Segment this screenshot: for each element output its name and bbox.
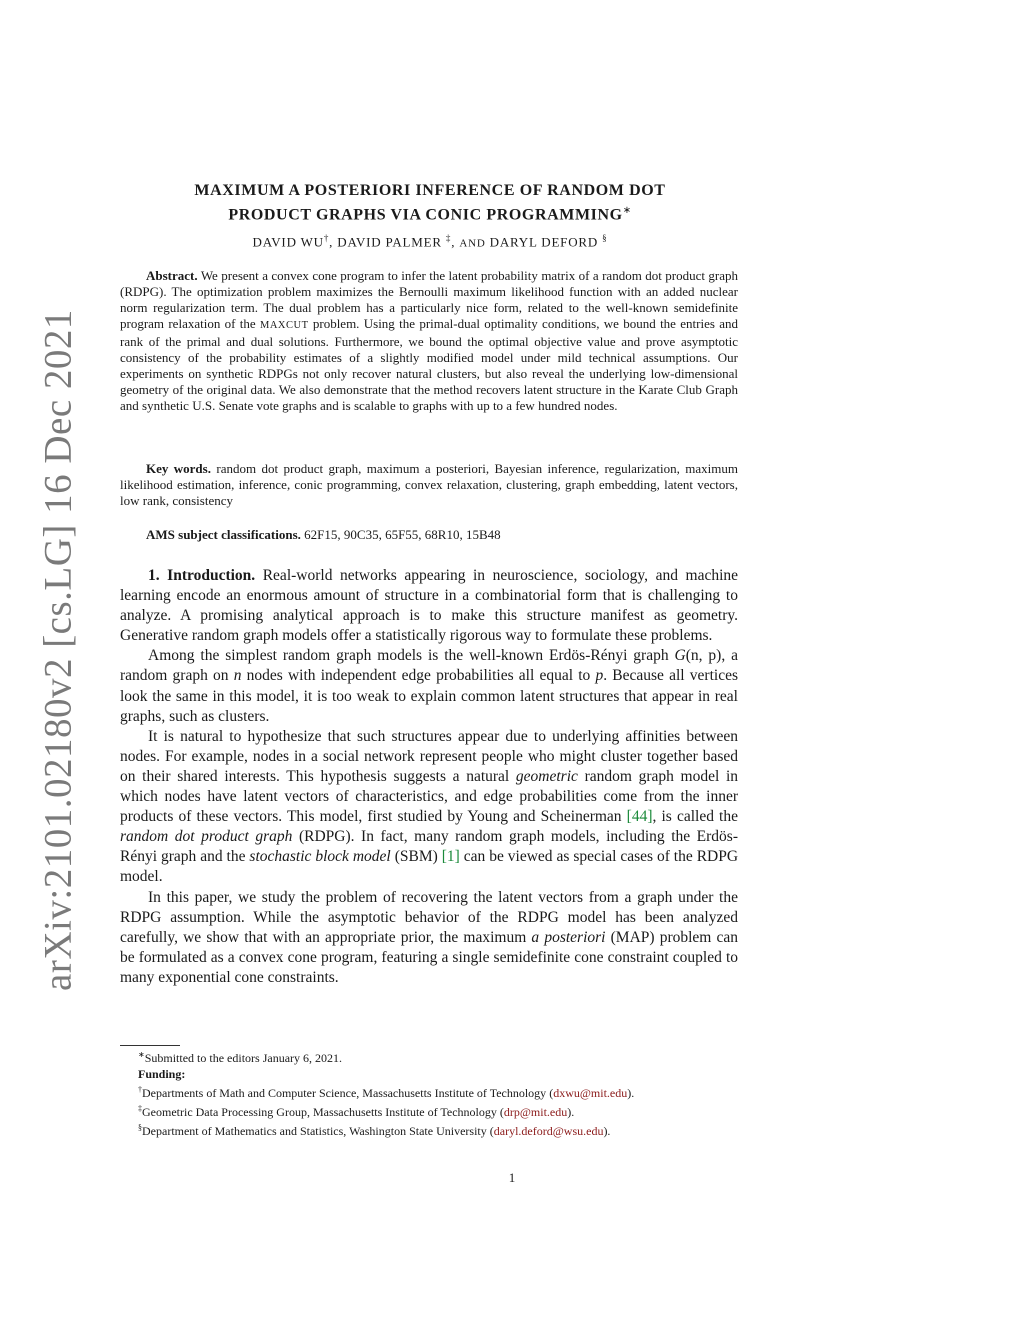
intro-paragraph-4 bbox=[120, 888, 738, 988]
author-list: DAVID WU†, DAVID PALMER ‡, AND DARYL DEFORD § bbox=[252, 233, 608, 250]
footnote-palmer: ‡Geometric Data Processing Group, Massachusetts Institute of Technology (drp@mit.edu). bbox=[138, 1104, 575, 1119]
intro-p2-text-a: Among the simplest random graph models is the well-known Erdös-Rényi graph bbox=[148, 647, 669, 665]
author-wu-mark: † bbox=[323, 233, 330, 243]
keywords-text: random dot product graph, maximum a posteriori, Bayesian inference, regularization, maximum likelihood estimation, inference, conic programming, convex relaxation, clustering, graph embedding, latent vectors, low rank, consistency bbox=[120, 461, 738, 508]
intro-p2-text-c: nodes with independent edge probabilities all equal to bbox=[246, 667, 591, 685]
abstract bbox=[120, 268, 738, 414]
email-link-palmer[interactable]: drp@mit.edu bbox=[503, 1105, 568, 1119]
footnote-mark-1: ∗ bbox=[138, 1050, 145, 1059]
citation-44[interactable]: [44] bbox=[626, 808, 653, 826]
title-footnote-mark: ∗ bbox=[622, 205, 632, 216]
footnote-submitted bbox=[120, 1047, 738, 1066]
footnote-funding bbox=[120, 1066, 738, 1082]
abstract-label: Abstract. bbox=[146, 268, 198, 283]
footnote-deford: §Department of Mathematics and Statistics, Washington State University (daryl.deford@wsu.edu). bbox=[138, 1123, 611, 1138]
title-line-2: PRODUCT GRAPHS VIA CONIC PROGRAMMING bbox=[228, 206, 623, 224]
intro-p4-text-b: (MAP) problem can be formulated as a convex cone program, featuring a single semidefinite cone constraint coupled to many exponential cone constraints. bbox=[120, 928, 739, 986]
citation-1[interactable]: [1] bbox=[441, 848, 460, 866]
section-heading: 1. Introduction. bbox=[148, 567, 256, 584]
intro-p2-text-b: , a random graph on bbox=[120, 647, 738, 685]
intro-paragraph-1 bbox=[120, 566, 738, 646]
intro-p1-text: Real-world networks appearing in neuroscience, sociology, and machine learning encode an enormous amount of structure in a combinatorial form that is challenging to analyze. A promising analytical approach is to make this structure manifest as geometry. Generative random graph models offer a statistically rigorous way to formulate these problems. bbox=[120, 567, 739, 645]
keywords bbox=[120, 461, 738, 509]
intro-paragraph-3 bbox=[120, 727, 738, 888]
intro-p3-text-b: random graph model in which nodes have latent vectors of characteristics, and edge probabilities come from the inner products of these vectors. This model, first studied by Young and Scheinerman bbox=[120, 767, 738, 826]
footnote-deford-text: Department of Mathematics and Statistics, Washington State University bbox=[142, 1124, 487, 1138]
ams-label: AMS subject classifications. bbox=[146, 527, 301, 542]
term-a-posteriori: a posteriori bbox=[531, 928, 606, 946]
email-link-wu[interactable]: dxwu@mit.edu bbox=[553, 1086, 628, 1100]
author-and: AND bbox=[459, 237, 486, 250]
ams-codes: 62F15, 90C35, 65F55, 68R10, 15B48 bbox=[304, 527, 501, 542]
author-palmer: DAVID PALMER bbox=[337, 234, 442, 250]
abstract-text-1: We present a convex cone program to infer the latent probability matrix of a random dot product graph (RDPG). The optimization problem maximizes the Bernoulli maximum likelihood function with an added nuclear norm regularization term. The dual problem has a particularly nice form, related to the well-known semidefinite program relaxation of the bbox=[120, 268, 738, 331]
abstract-text-2: problem. Using the primal-dual optimality conditions, we bound the entries and rank of the primal and dual solutions. Furthermore, we bound the optimal objective value and prove asymptotic consistency of the probability estimates of a slightly modified model under mild technical assumptions. Our experiments on synthetic RDPGs not only recover natural clusters, but also reveal the underlying low-dimensional geometry of the original data. We also demonstrate that the method recovers latent structure in the Karate Club Graph and synthetic U.S. Senate vote graphs and is scalable to graphs with up to a few hundred nodes. bbox=[120, 316, 739, 413]
author-deford-mark: § bbox=[602, 233, 608, 243]
intro-p4-text-a: In this paper, we study the problem of recovering the latent vectors from a graph under the RDPG assumption. While the asymptotic behavior of the RDPG model has been analyzed carefully, we show that with an appropriate prior, the maximum bbox=[120, 888, 738, 946]
math-n: n bbox=[233, 667, 242, 685]
author-deford: DARYL DEFORD bbox=[489, 234, 599, 250]
footnote-wu-text: Departments of Math and Computer Science, Massachusetts Institute of Technology bbox=[142, 1086, 547, 1100]
ams-classification bbox=[120, 527, 738, 543]
introduction-section bbox=[120, 566, 738, 988]
footnotes bbox=[120, 1047, 738, 1139]
author-wu: DAVID WU bbox=[252, 234, 324, 250]
footnote-mark-3: ‡ bbox=[138, 1104, 142, 1113]
keywords-label: Key words. bbox=[146, 461, 211, 476]
intro-paragraph-2 bbox=[120, 646, 738, 726]
footnote-divider bbox=[120, 1045, 180, 1046]
intro-p3-text-c: , is called the bbox=[652, 808, 738, 826]
footnote-mark-2: † bbox=[138, 1085, 142, 1094]
funding-label: Funding: bbox=[138, 1067, 186, 1081]
math-p: p bbox=[595, 667, 604, 685]
footnote-mark-4: § bbox=[138, 1123, 142, 1132]
footnote-wu: †Departments of Math and Computer Science, Massachusetts Institute of Technology (dxwu@mit.edu). bbox=[138, 1085, 635, 1100]
term-geometric: geometric bbox=[515, 767, 578, 785]
math-g: G bbox=[674, 647, 686, 665]
term-sbm: stochastic block model bbox=[249, 848, 391, 866]
maxcut-term: MAXCUT bbox=[260, 320, 309, 331]
paper-title bbox=[120, 181, 740, 225]
footnote-palmer-text: Geometric Data Processing Group, Massachusetts Institute of Technology bbox=[142, 1105, 497, 1119]
term-rdpg: random dot product graph bbox=[120, 828, 293, 846]
footnote-submitted-text: Submitted to the editors January 6, 2021. bbox=[144, 1051, 343, 1065]
intro-p2-text-d: . Because all vertices look the same in this model, it is too weak to explain common latent structures that appear in real graphs, such as clusters. bbox=[120, 667, 738, 725]
page-number: 1 bbox=[508, 1170, 516, 1185]
math-np: (n, p) bbox=[685, 647, 722, 665]
intro-p3-text-a: It is natural to hypothesize that such structures appear due to underlying affinities between nodes. For example, nodes in a social network represent people who might cluster together based on their shared interests. This hypothesis suggests a natural bbox=[120, 727, 738, 785]
arxiv-identifier: arXiv:2101.02180v2 [cs.LG] 16 Dec 2021 bbox=[36, 309, 80, 991]
intro-p3-text-e: (SBM) bbox=[394, 848, 438, 866]
intro-p3-text-d: (RDPG). In fact, many random graph models, including the Erdös-Rényi graph and the bbox=[120, 828, 739, 866]
email-link-deford[interactable]: daryl.deford@wsu.edu bbox=[493, 1124, 604, 1138]
author-palmer-mark: ‡ bbox=[445, 233, 452, 243]
title-line-1: MAXIMUM A POSTERIORI INFERENCE OF RANDOM DOT bbox=[194, 182, 666, 199]
intro-p3-text-f: can be viewed as special cases of the RDPG model. bbox=[120, 848, 739, 886]
